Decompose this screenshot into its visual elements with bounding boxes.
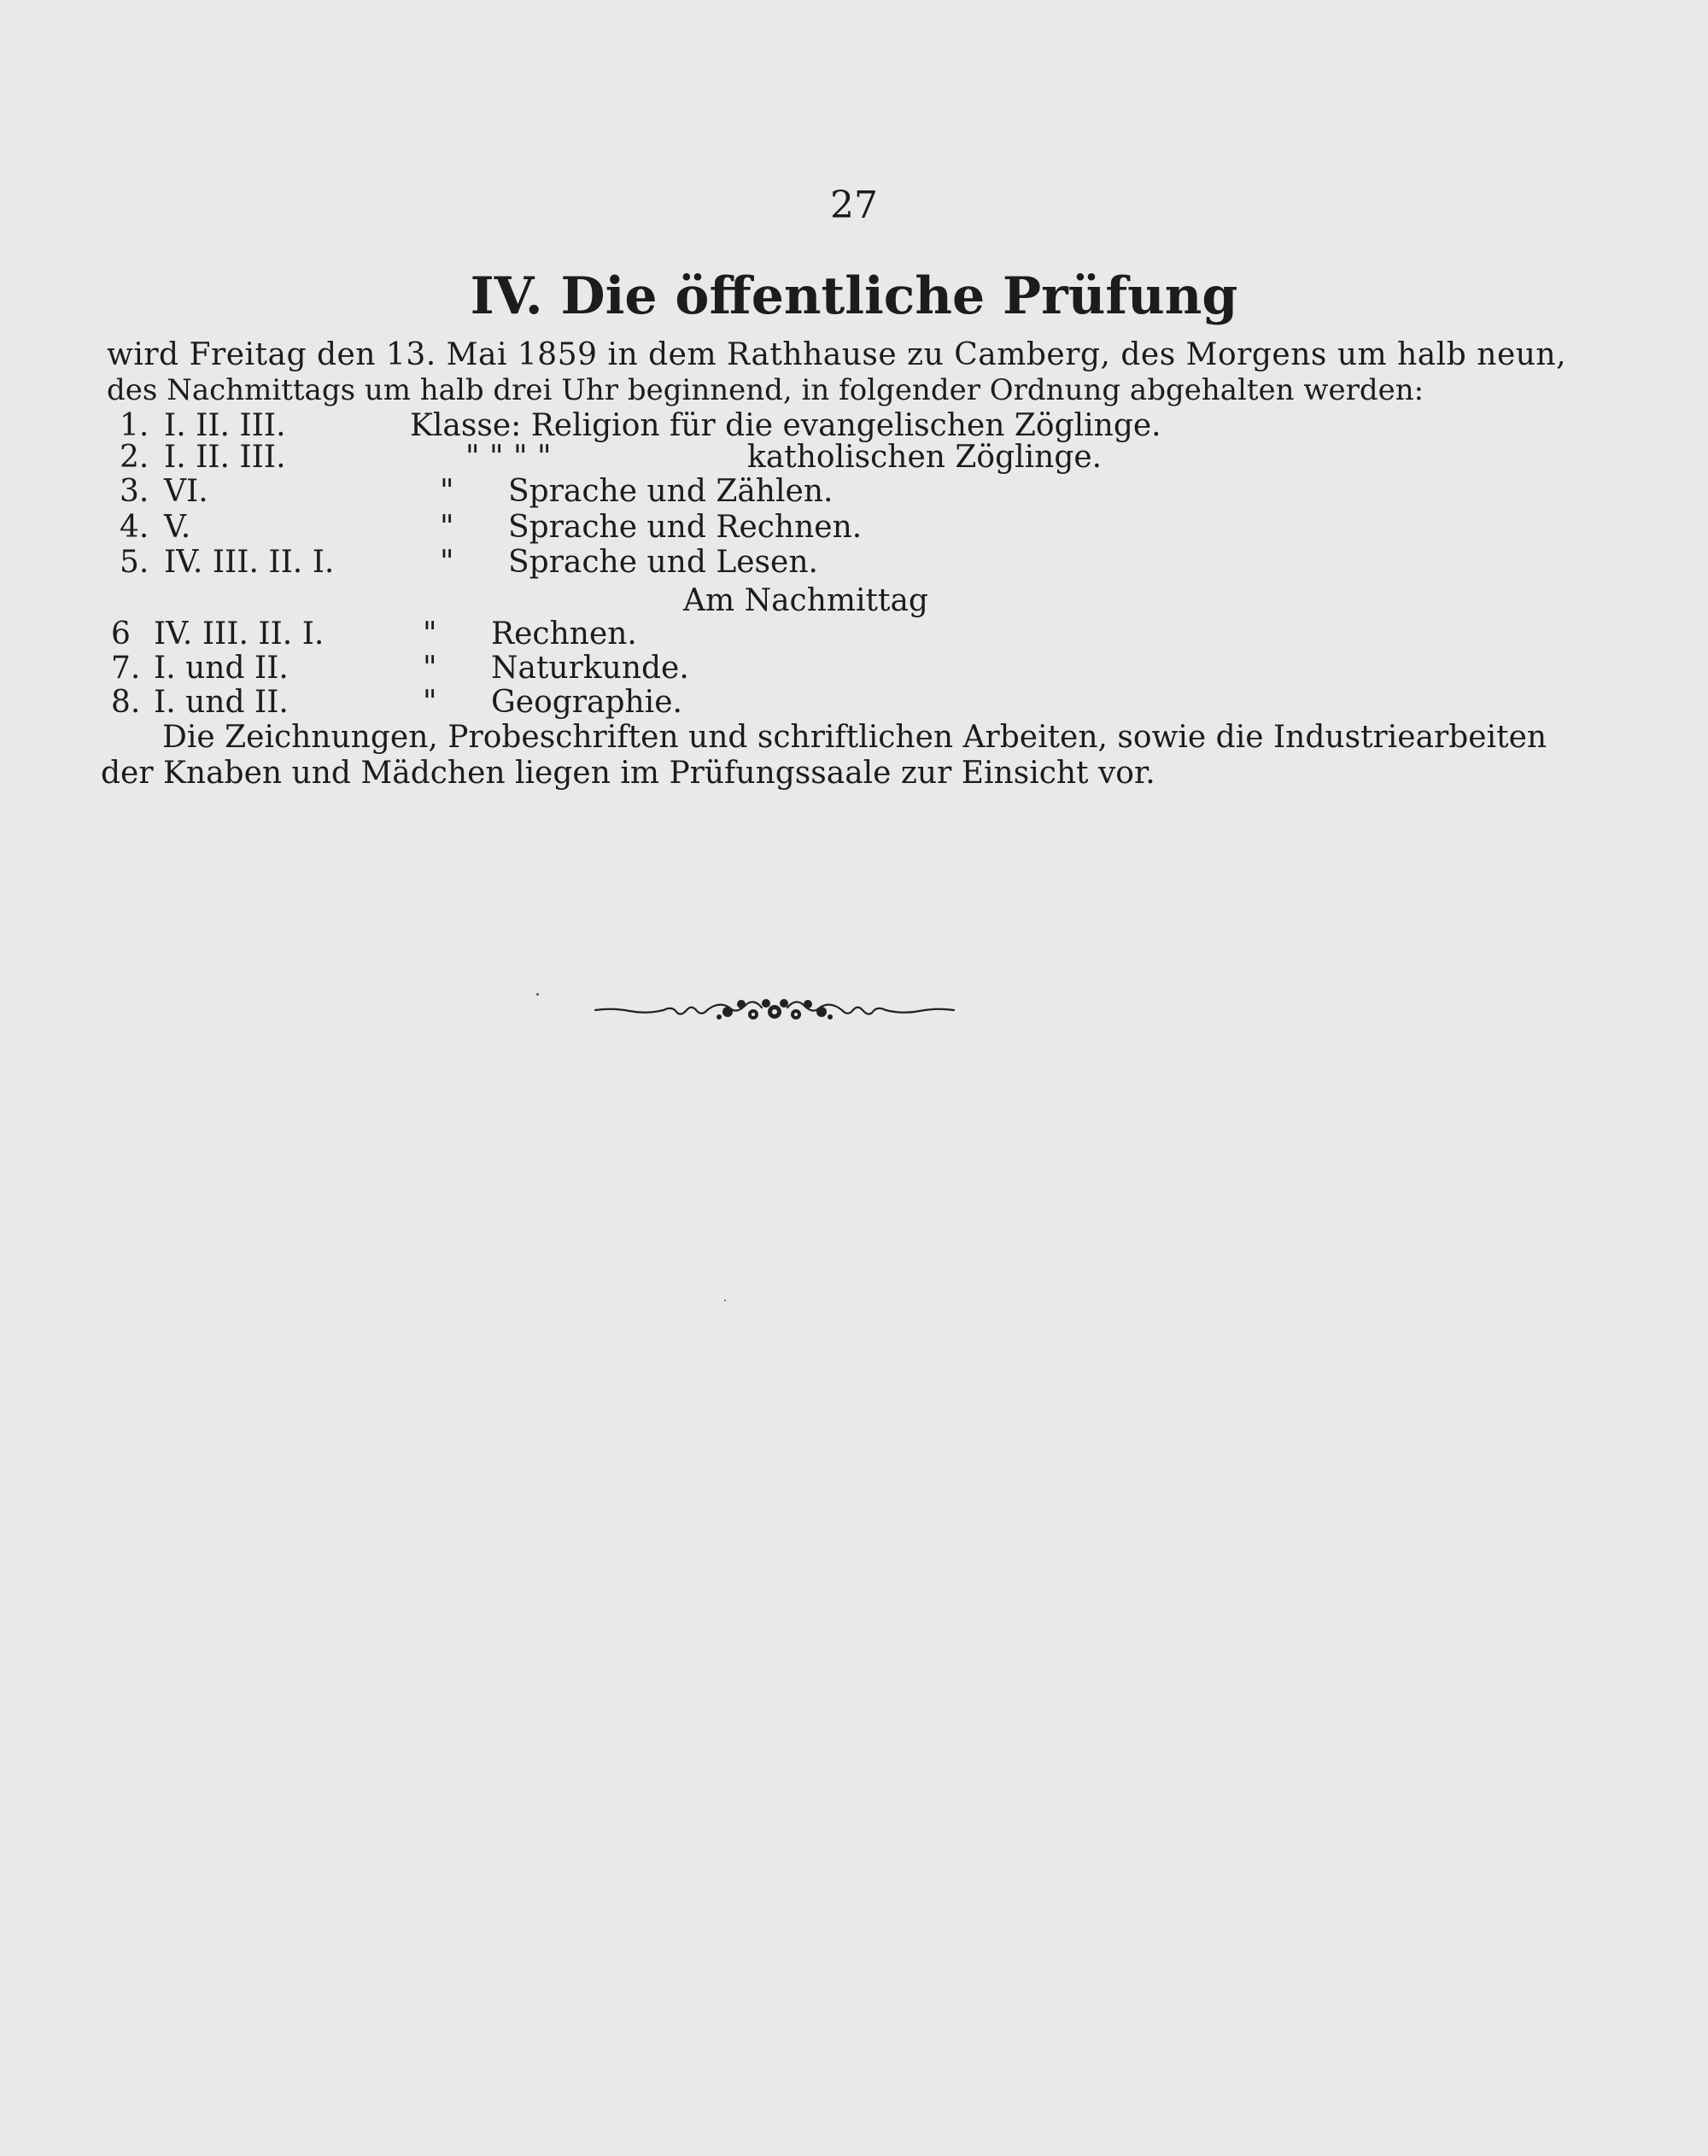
row-number: 1. <box>120 408 149 443</box>
schedule-row <box>120 474 1144 508</box>
schedule-row <box>111 685 1136 719</box>
schedule-row <box>111 616 1136 651</box>
row-number: 5. <box>120 545 149 580</box>
row-subject: Sprache und Rechnen. <box>508 510 863 545</box>
row-number: 6 <box>111 616 131 651</box>
row-subject: katholischen Zöglinge. <box>747 440 1103 475</box>
schedule-row <box>120 545 1144 579</box>
closing-line-2: der Knaben und Mädchen liegen im Prüfungssaale zur Einsicht vor. <box>101 756 1155 791</box>
schedule-row <box>120 408 1161 443</box>
closing-line-1: Die Zeichnungen, Probeschriften und schriftlichen Arbeiten, sowie die Industriearbeiten <box>162 720 1547 755</box>
row-subject: Geographie. <box>491 685 682 720</box>
row-ditto: " <box>423 616 437 651</box>
row-classes: V. <box>164 510 191 545</box>
schedule-row <box>120 510 1144 544</box>
row-classes: I. II. III. <box>164 440 286 475</box>
page-number: 27 <box>830 184 878 227</box>
row-subject: Naturkunde. <box>491 651 689 686</box>
row-classes: VI. <box>164 474 208 509</box>
row-subject: Sprache und Lesen. <box>508 545 818 580</box>
floral-divider-icon <box>591 989 958 1031</box>
row-subject: Rechnen. <box>491 616 637 651</box>
section-heading: IV. Die öffentliche Prüfung <box>470 266 1238 326</box>
row-number: 4. <box>120 510 149 545</box>
row-number: 7. <box>111 651 141 686</box>
row-classes: I. und II. <box>154 651 289 686</box>
schedule-row <box>120 440 1144 474</box>
schedule-row <box>111 651 1136 685</box>
row-classes: I. und II. <box>154 685 289 720</box>
row-ditto: " " " " <box>465 440 552 475</box>
row-ditto: " <box>440 474 454 509</box>
row-ditto: " <box>440 510 454 545</box>
row-ditto: " <box>423 651 437 686</box>
row-classes: IV. III. II. I. <box>154 616 325 651</box>
row-number: 3. <box>120 474 149 509</box>
row-subject: Klasse: Religion für die evangelischen Zöglinge. <box>410 408 1161 443</box>
afternoon-label: Am Nachmittag <box>683 583 928 618</box>
intro-line-2: des Nachmittags um halb drei Uhr beginnend, in folgender Ordnung abgehalten werden: <box>107 373 1424 407</box>
row-classes: I. II. III. <box>164 408 286 443</box>
row-subject: Sprache und Zählen. <box>508 474 834 509</box>
row-ditto: " <box>440 545 454 580</box>
row-number: 8. <box>111 685 141 720</box>
intro-line-1: wird Freitag den 13. Mai 1859 in dem Rathhause zu Camberg, des Morgens um halb neun, <box>107 337 1567 372</box>
paper-speck <box>724 1300 726 1301</box>
paper-speck <box>536 993 539 996</box>
row-classes: IV. III. II. I. <box>164 545 335 580</box>
row-number: 2. <box>120 440 149 475</box>
row-ditto: " <box>423 685 437 720</box>
